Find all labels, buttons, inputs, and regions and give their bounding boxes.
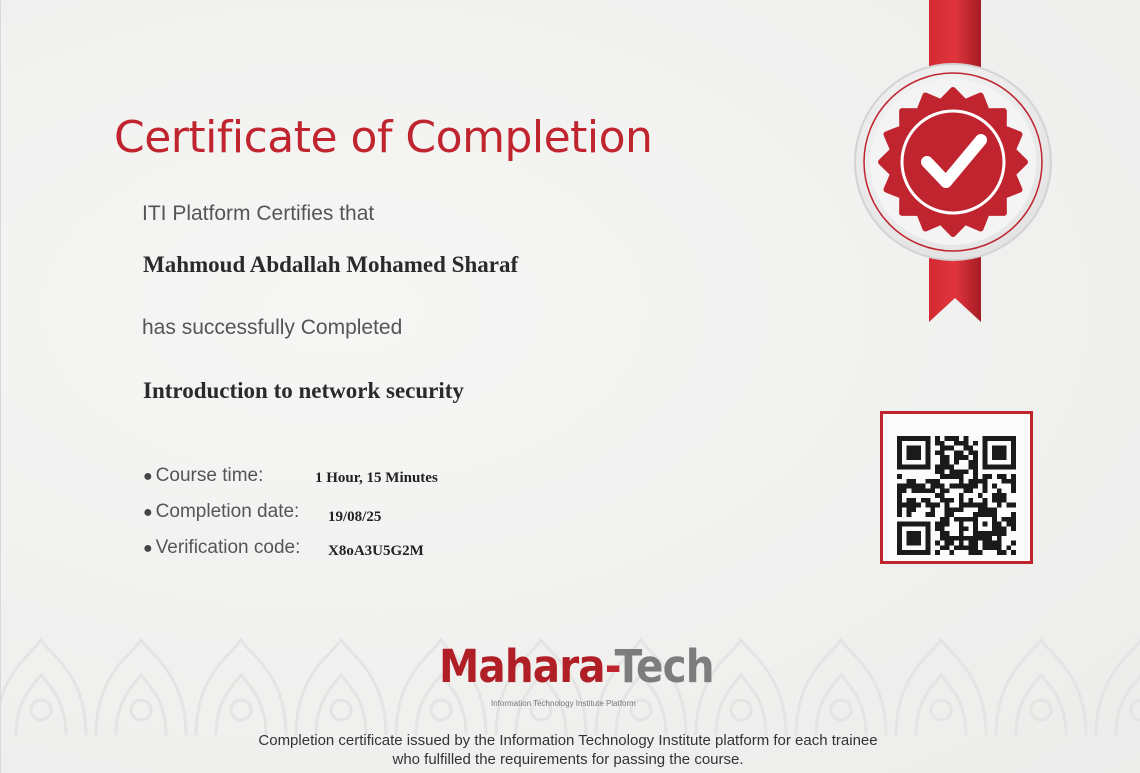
footer-line-2: who fulfilled the requirements for passing the course.: [392, 751, 744, 768]
footer-line-1: Completion certificate issued by the Information Technology Institute platform for each trainee: [258, 732, 878, 749]
qr-code-icon: [897, 436, 1016, 555]
check-badge-icon: [849, 0, 1059, 330]
bullet-icon: ●: [143, 504, 153, 521]
bullet-icon: ●: [143, 540, 153, 557]
certifies-line: ITI Platform Certifies that: [142, 202, 375, 225]
logo-tagline: Information Technology Institute Platform: [491, 699, 636, 708]
mahara-tech-logo: Mahara-Tech: [439, 640, 714, 693]
certificate-title: Certificate of Completion: [114, 112, 653, 163]
detail-completion-date: [143, 501, 382, 525]
footer-note: [251, 731, 885, 769]
course-name: Introduction to network security: [143, 378, 464, 403]
completed-line: has successfully Completed: [142, 316, 403, 339]
qr-code-frame: [880, 411, 1033, 564]
detail-course-time: [143, 465, 438, 489]
detail-value: X8oA3U5G2M: [328, 543, 424, 559]
detail-label: Verification code:: [155, 537, 301, 558]
recipient-name: Mahmoud Abdallah Mohamed Sharaf: [143, 252, 519, 277]
detail-value: 19/08/25: [328, 509, 382, 525]
detail-value: 1 Hour, 15 Minutes: [315, 470, 438, 486]
detail-label: Completion date:: [155, 501, 300, 522]
bullet-icon: ●: [143, 468, 153, 485]
detail-verification-code: [143, 537, 424, 561]
detail-label: Course time:: [155, 465, 264, 486]
